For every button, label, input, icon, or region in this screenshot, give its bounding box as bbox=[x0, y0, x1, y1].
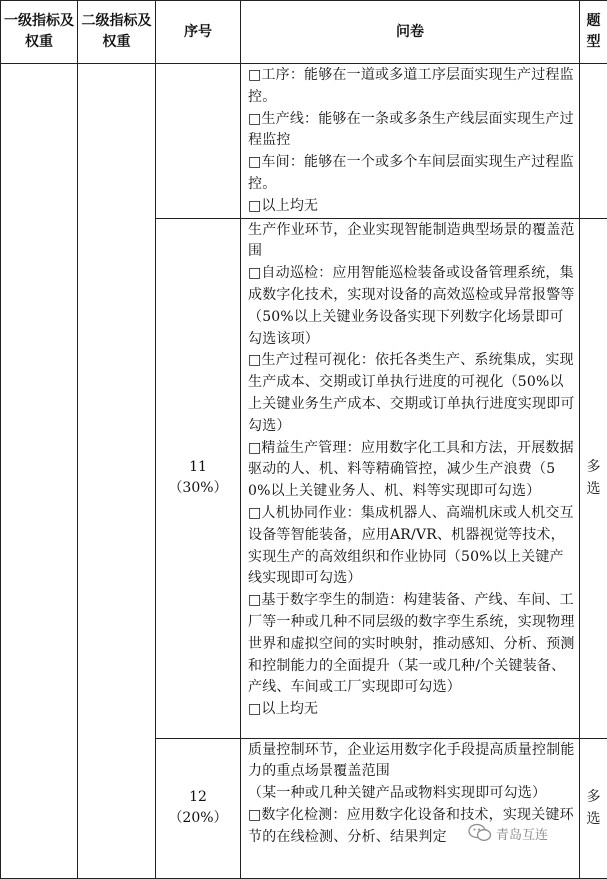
header-secondary-indicator: 二级指标及权重 bbox=[78, 1, 156, 64]
watermark-text: 青岛互连 bbox=[496, 824, 548, 843]
option-none: □以上均无 bbox=[248, 699, 576, 721]
question-type: 多选 bbox=[587, 456, 601, 500]
question-type-cell-11 bbox=[580, 218, 607, 738]
option-digital-twin: □基于数字孪生的制造：构建装备、产线、车间、工厂等一种或几种不同层级的数字孪生系统，实现物理世界和虚拟空间的实时映射，推动感知、分析、预测和控制能力的全面提升（某一或几种/个关键装备、产线、车间或工厂实现即可勾选） bbox=[248, 590, 576, 699]
serial-number: 12 bbox=[156, 787, 240, 808]
option-process: □工序：能够在一道或多道工序层面实现生产过程监控。 bbox=[248, 65, 576, 109]
question-cell-11 bbox=[241, 218, 580, 738]
primary-indicator-cell bbox=[1, 64, 78, 879]
serial-number-cell-12 bbox=[156, 738, 241, 878]
question-type-cell-12 bbox=[580, 738, 607, 878]
serial-number-cell-prev bbox=[156, 64, 241, 219]
wechat-icon bbox=[468, 823, 492, 843]
header-primary-indicator: 一级指标及权重 bbox=[1, 1, 78, 64]
serial-number-cell-11 bbox=[156, 218, 241, 738]
question-stem: 质量控制环节，企业运用数字化手段提高质量控制能力的重点场景覆盖范围 bbox=[248, 740, 576, 784]
option-none: □以上均无 bbox=[248, 196, 576, 218]
header-question-type: 题型 bbox=[580, 1, 607, 64]
option-workshop: □车间：能够在一个或多个车间层面实现生产过程监控。 bbox=[248, 152, 576, 196]
option-human-machine-collaboration: □人机协同作业：集成机器人、高端机床或人机交互设备等智能装备，应用AR/VR、机器视觉等技术，实现生产的高效组织和作业协同（50%以上关键产线实现即可勾选） bbox=[248, 503, 576, 590]
question-stem: 生产作业环节，企业实现智能制造典型场景的覆盖范围 bbox=[248, 220, 576, 264]
option-lean-production: □精益生产管理：应用数字化工具和方法，开展数据驱动的人、机、料等精确管控，减少生产浪费（50%以上关键业务人、机、料等实现即可勾选） bbox=[248, 438, 576, 503]
serial-number: 11 bbox=[156, 457, 240, 478]
question-type: 多选 bbox=[587, 786, 601, 830]
option-auto-inspection: □自动巡检：应用智能巡检装备或设备管理系统，集成数字化技术，实现对设备的高效巡检或异常报警等（50%以上关键业务设备实现下列数字化场景即可勾选该项） bbox=[248, 263, 576, 350]
header-questionnaire: 问卷 bbox=[241, 1, 580, 64]
weight-label: （20%） bbox=[156, 808, 240, 829]
question-type-cell-prev bbox=[580, 64, 607, 219]
question-cell-prev bbox=[241, 64, 580, 219]
question-note: （某一种或几种关键产品或物料实现即可勾选） bbox=[248, 783, 576, 805]
option-digital-inspection: □数字化检测：应用数字化设备和技术，实现关键环节的在线检测、分析、结果判定 bbox=[248, 805, 576, 849]
header-serial-number: 序号 bbox=[156, 1, 241, 64]
option-process-visualization: □生产过程可视化：依托各类生产、系统集成，实现生产成本、交期或订单执行进度的可视化（50%以上关键业务生产成本、交期或订单执行进度实现即可勾选） bbox=[248, 350, 576, 437]
watermark bbox=[468, 818, 598, 848]
option-production-line: □生产线：能够在一条或多条生产线层面实现生产过程监控 bbox=[248, 109, 576, 153]
question-cell-12 bbox=[241, 738, 580, 878]
header-row bbox=[1, 1, 607, 64]
weight-label: （30%） bbox=[156, 478, 240, 499]
table-row-prev bbox=[1, 64, 607, 219]
secondary-indicator-cell bbox=[78, 64, 156, 879]
